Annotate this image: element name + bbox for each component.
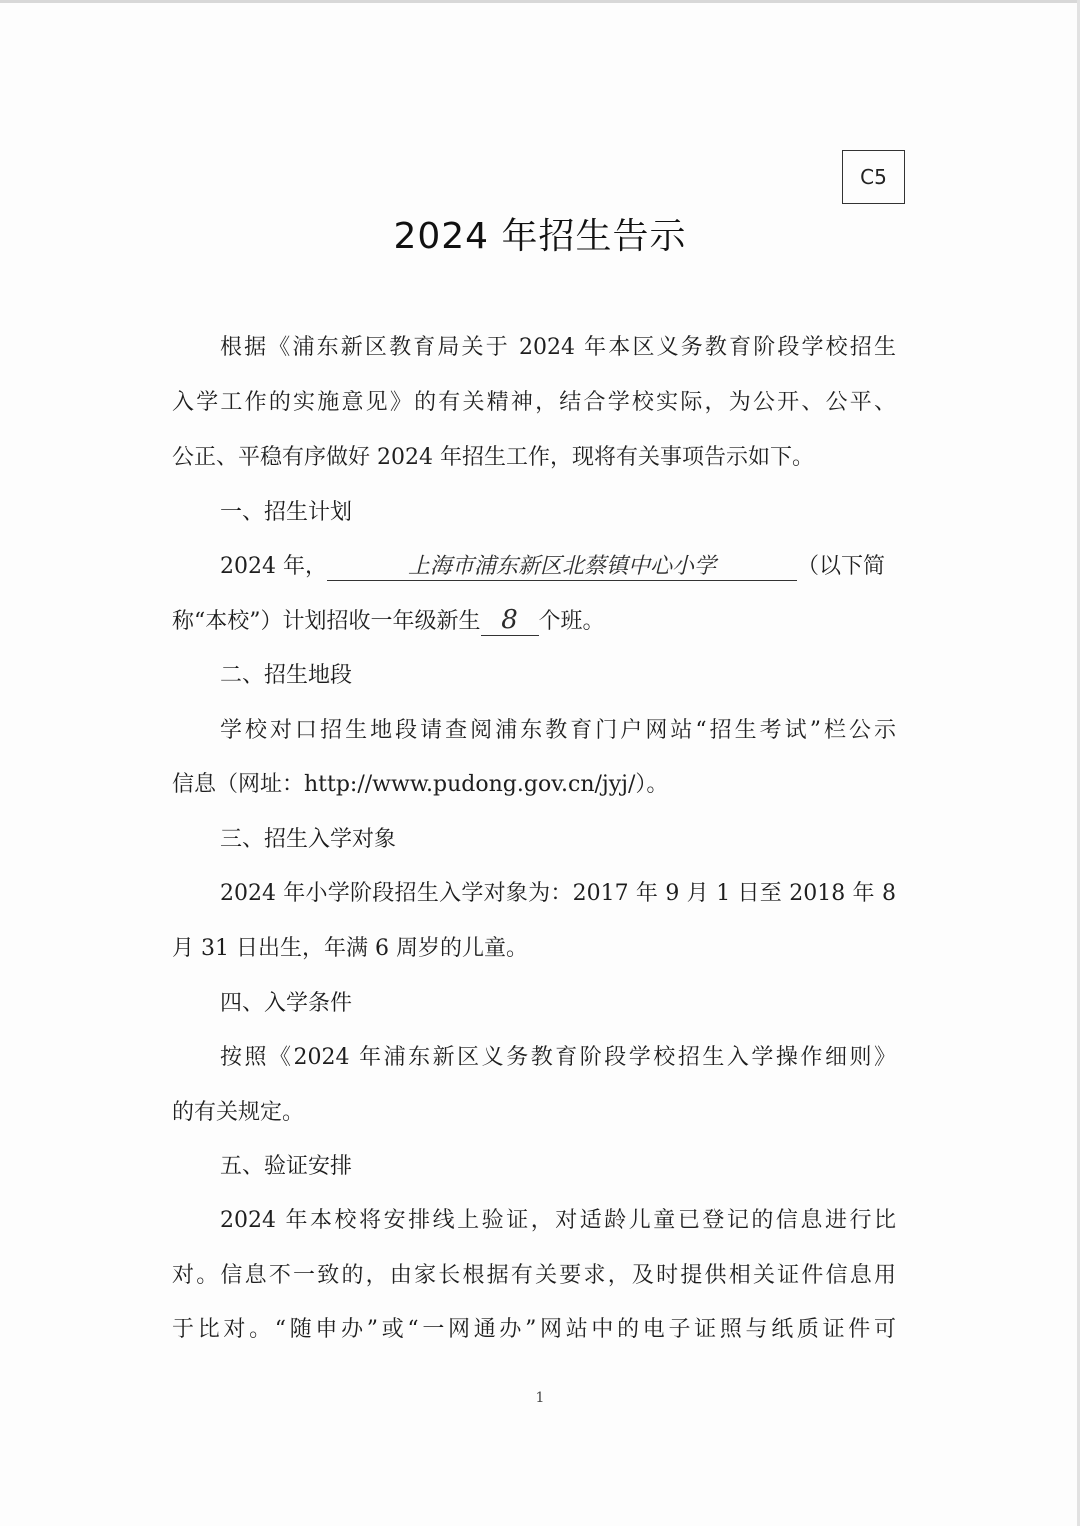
section-4-heading: 四、入学条件 [220,991,353,1016]
section-3-line-2: 月 31 日出生，年满 6 周岁的儿童。 [172,936,528,961]
section-1-line-2 [172,604,896,636]
section-5-heading: 五、验证安排 [220,1154,353,1179]
section-5-line-2: 对。信息不一致的，由家长根据有关要求，及时提供相关证件信息用 [172,1263,896,1288]
scan-edge-top [0,0,1080,3]
class-count-handwritten: 8 [481,605,539,636]
page-number: 1 [535,1390,545,1406]
section-1-suffix: （以下简 [796,554,885,579]
section-1-heading: 一、招生计划 [220,500,353,525]
section-3-heading: 三、招生入学对象 [220,827,397,852]
section-5-line-1: 2024 年本校将安排线上验证，对适龄儿童已登记的信息进行比 [220,1208,896,1233]
section-4-line-2: 的有关规定。 [172,1100,305,1125]
section-2-line-2: 信息（网址：http://www.pudong.gov.cn/jyj/）。 [172,772,669,797]
section-2-heading: 二、招生地段 [220,663,353,688]
intro-line-1: 根据《浦东新区教育局关于 2024 年本区义务教育阶段学校招生 [220,335,896,360]
intro-line-2: 入学工作的实施意见》的有关精神，结合学校实际，为公开、公平、 [172,390,896,415]
school-name-handwritten: 上海市浦东新区北蔡镇中心小学 [327,549,797,581]
section-1-line-2-prefix: 称“本校”）计划招收一年级新生 [172,609,481,634]
section-1-line-1 [220,549,896,581]
section-1-prefix: 2024 年， [220,554,327,579]
section-3-line-1: 2024 年小学阶段招生入学对象为：2017 年 9 月 1 日至 2018 年 8 [220,881,896,906]
section-1-line-2-suffix: 个班。 [538,609,605,634]
section-4-line-1: 按照《2024 年浦东新区义务教育阶段学校招生入学操作细则》 [220,1045,896,1070]
section-2-line-1: 学校对口招生地段请查阅浦东教育门户网站“招生考试”栏公示 [220,718,896,743]
section-5-line-3: 于比对。“随申办”或“一网通办”网站中的电子证照与纸质证件可 [172,1317,896,1342]
page-title: 2024 年招生告示 [393,216,687,257]
intro-line-3: 公正、平稳有序做好 2024 年招生工作，现将有关事项告示如下。 [172,445,814,470]
document-code-box: C5 [842,150,905,204]
